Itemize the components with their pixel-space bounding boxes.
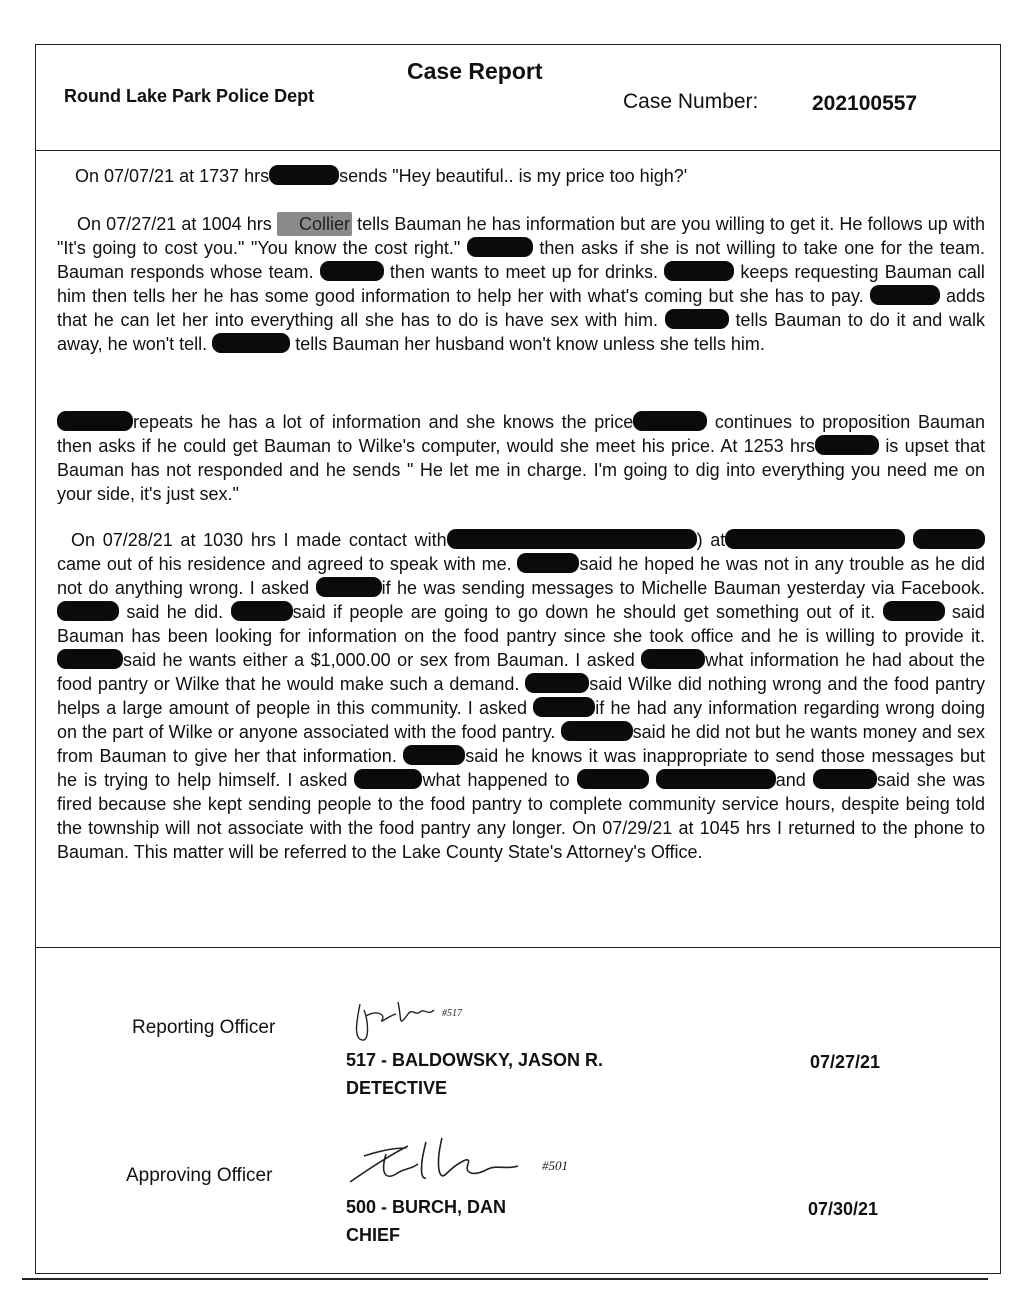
- text-segment: tells Bauman to do it and walk away, he won't tell.: [57, 310, 985, 354]
- case-number-label: Case Number:: [623, 90, 759, 113]
- reporting-officer-label: Reporting Officer: [132, 1017, 276, 1038]
- text-segment: then wants to meet up for drinks.: [389, 262, 658, 282]
- redaction: [57, 411, 133, 431]
- svg-text:#501: #501: [542, 1158, 568, 1173]
- text-segment: said Wilke did nothing wrong and the food pantry helps a large amount of people in this community. I asked: [57, 674, 985, 718]
- approving-signature: [346, 1134, 586, 1194]
- redaction: [354, 769, 422, 789]
- approving-officer-rank: CHIEF: [346, 1225, 400, 1245]
- redaction: [517, 553, 579, 573]
- redaction: [633, 411, 707, 431]
- text-segment: then asks if she is not willing to take one for the team. Bauman responds whose team.: [57, 238, 985, 282]
- text-segment: said he knows it was inappropriate to send those messages but he is trying to help himself. I asked: [57, 746, 985, 790]
- redaction: [403, 745, 465, 765]
- text-segment: said he did not but he wants money and sex from Bauman to give her that information.: [57, 722, 985, 766]
- signature-divider: [35, 947, 1001, 948]
- case-number: 202100557: [812, 92, 918, 115]
- text-segment: said he hoped he was not in any trouble as he did not do anything wrong. I asked: [57, 554, 985, 598]
- text-segment: On 07/27/21 at 1004 hrs: [77, 214, 272, 234]
- reporting-signature: [346, 994, 486, 1048]
- page-title: Case Report: [407, 58, 543, 84]
- header-divider: [35, 150, 1001, 151]
- redaction: [913, 529, 985, 549]
- svg-text:#517: #517: [442, 1008, 462, 1019]
- text-segment: what happened to: [422, 770, 570, 790]
- redaction: [447, 529, 697, 549]
- reporting-date: 07/27/21: [810, 1052, 881, 1072]
- text-segment: said if people are going to go down he should get something out of it.: [292, 602, 876, 622]
- text-segment: On 07/07/21 at 1737 hrs: [75, 166, 270, 186]
- text-segment: what information he had about the food pantry or Wilke that he would make such a demand.: [57, 650, 985, 694]
- text-segment: repeats he has a lot of information and she knows the price: [133, 412, 634, 432]
- narrative-paragraph-3: [57, 410, 985, 506]
- narrative-paragraph-4: [57, 528, 985, 864]
- text-segment: and: [775, 770, 806, 790]
- redaction: [656, 769, 776, 789]
- redaction: [231, 601, 293, 621]
- text-segment: came out of his residence and agreed to speak with me.: [57, 554, 512, 574]
- redaction: [641, 649, 705, 669]
- text-segment: said Bauman has been looking for information on the food pantry since she took office and he is willing to provide it.: [57, 602, 985, 646]
- redaction: [561, 721, 633, 741]
- text-segment: if he had any information regarding wrong doing on the part of Wilke or anyone associated with the food pantry.: [57, 698, 985, 742]
- text-segment: if he was sending messages to Michelle Bauman yesterday via Facebook.: [381, 578, 985, 598]
- approving-officer-label: Approving Officer: [126, 1165, 273, 1186]
- redaction: [815, 435, 879, 455]
- redaction: [467, 237, 533, 257]
- approving-officer-block: [346, 1193, 506, 1249]
- redaction: [57, 649, 123, 669]
- text-segment: said he wants either a $1,000.00 or sex from Bauman. I asked: [123, 650, 635, 670]
- redaction: [533, 697, 595, 717]
- redaction: [813, 769, 877, 789]
- redaction: [320, 261, 384, 281]
- text-segment: said he did.: [126, 602, 224, 622]
- text-segment: said she was fired because she kept sending people to the food pantry to complete community service hours, despite being told the township will not associate with the food pantry any longer. On 07/29/21 at 1045 hrs I returned to the phone to Bauman. This matter will be referred to the Lake County State's Attorney's Office.: [57, 770, 985, 862]
- redaction: [269, 165, 339, 185]
- reporting-officer-rank: DETECTIVE: [346, 1078, 448, 1098]
- text-segment: continues to proposition Bauman then asks if he could get Bauman to Wilke's computer, would she meet his price. At 1253 hrs: [57, 412, 985, 456]
- text-segment: adds that he can let her into everything all she has to do is have sex with him.: [57, 286, 985, 330]
- redaction: [664, 261, 734, 281]
- reporting-officer-name: 517 - BALDOWSKY, JASON R.: [346, 1050, 604, 1070]
- redaction: [316, 577, 382, 597]
- text-segment: keeps requesting Bauman call him then tells her he has some good information to help her with what's coming but she has to pay.: [57, 262, 985, 306]
- text-segment: sends "Hey beautiful.. is my price too high?': [339, 166, 688, 186]
- redaction: [883, 601, 945, 621]
- approving-date: 07/30/21: [808, 1199, 879, 1219]
- text-segment: is upset that Bauman has not responded and he sends " He let me in charge. I'm going to dig into everything you need me on your side, it's just sex.": [57, 436, 985, 504]
- narrative-paragraph-1: [57, 164, 985, 188]
- text-segment: tells Bauman he has information but are you willing to get it. He follows up with "It's going to cost you." "You know the cost right.": [57, 214, 985, 258]
- redaction: [870, 285, 940, 305]
- text-segment: ) at: [696, 530, 726, 550]
- redaction: [57, 601, 119, 621]
- text-segment: On 07/28/21 at 1030 hrs I made contact with: [71, 530, 447, 550]
- text-segment: tells Bauman her husband won't know unless she tells him.: [295, 334, 765, 354]
- approving-officer-name: 500 - BURCH, DAN: [346, 1197, 507, 1217]
- bottom-rule: [22, 1278, 988, 1280]
- narrative-paragraph-2: [57, 212, 985, 356]
- redaction: [665, 309, 729, 329]
- partial-redaction: Collier: [277, 212, 352, 236]
- redaction: [725, 529, 905, 549]
- redaction: [525, 673, 589, 693]
- redaction: [212, 333, 290, 353]
- department-name: Round Lake Park Police Dept: [64, 86, 315, 106]
- redaction: [577, 769, 649, 789]
- reporting-officer-block: [346, 1046, 603, 1102]
